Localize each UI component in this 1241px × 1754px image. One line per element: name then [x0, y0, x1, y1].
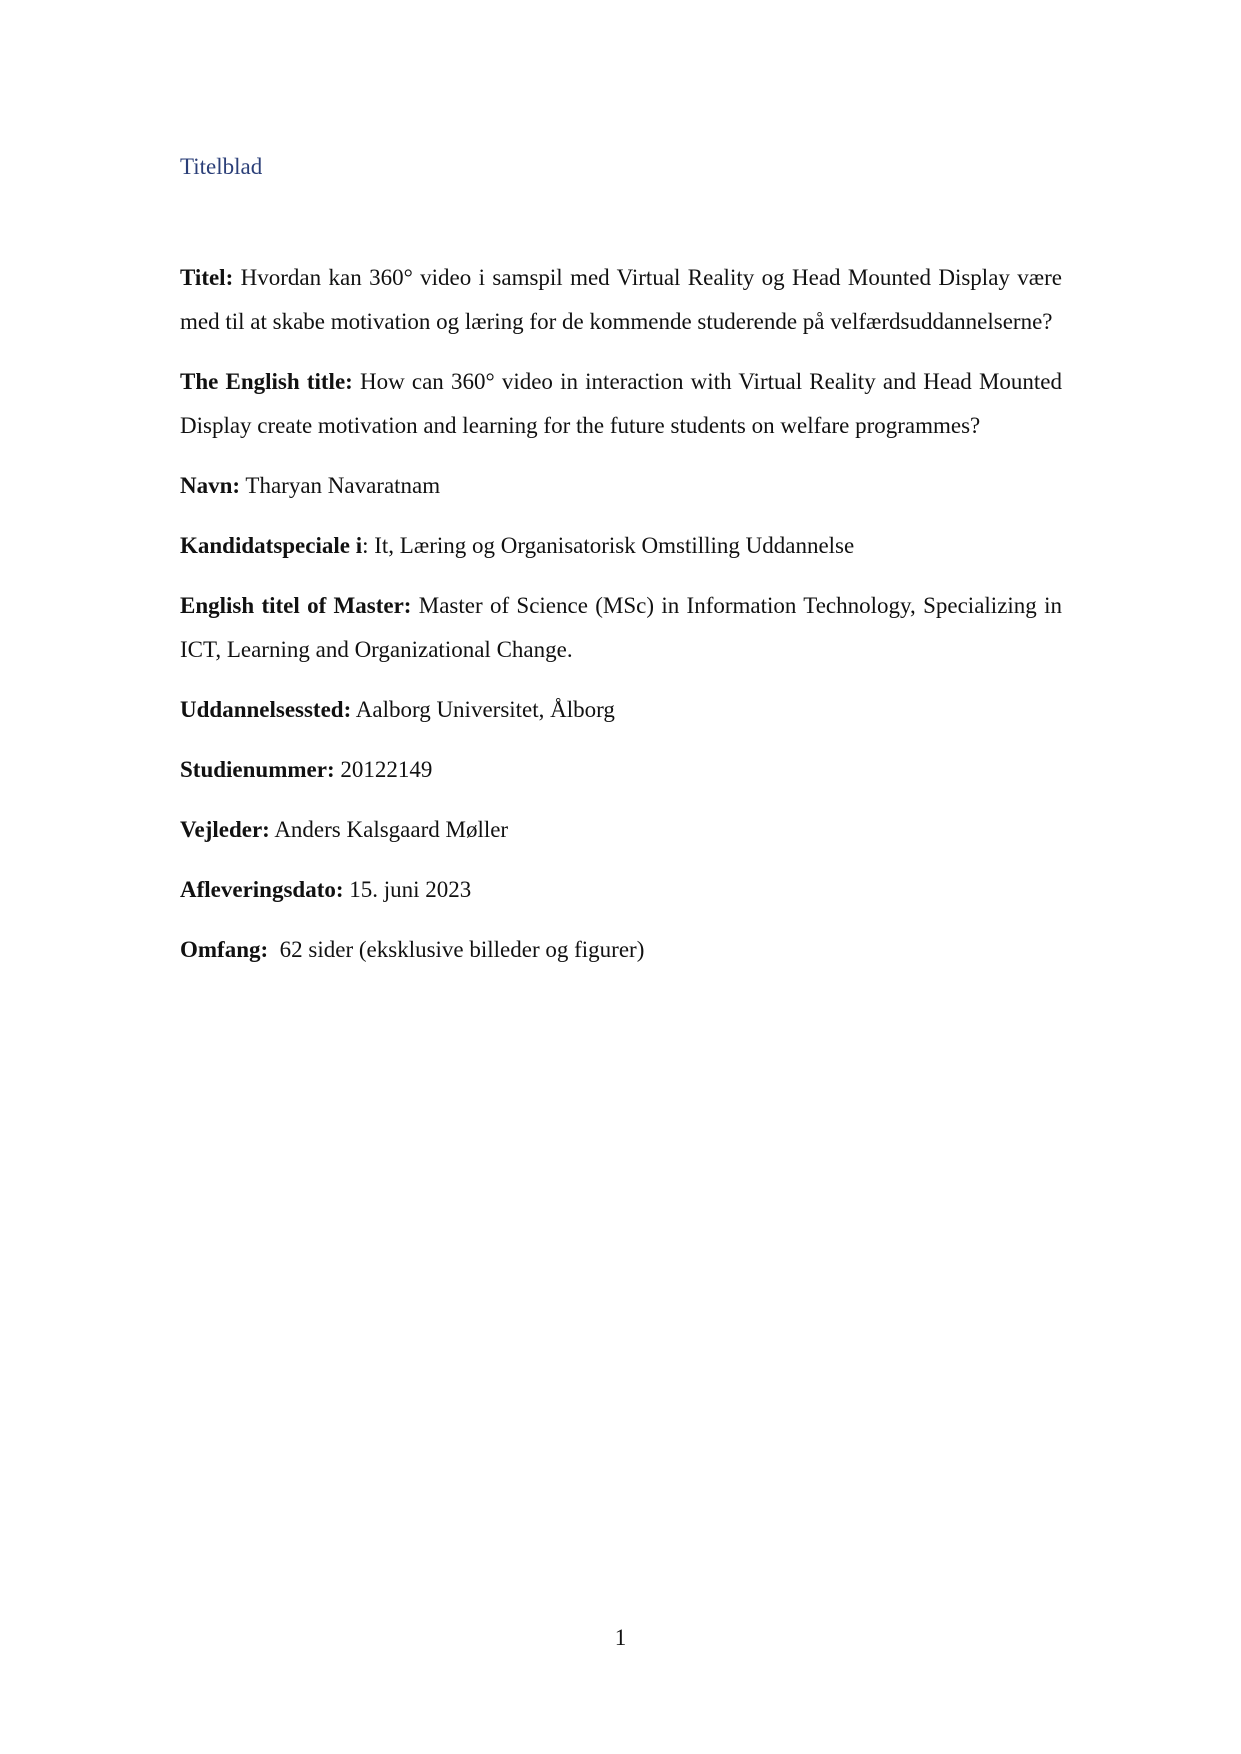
field-navn	[180, 464, 1062, 507]
field-value: 62 sider (eksklusive billeder og figurer)	[268, 937, 645, 962]
field-uddannelsessted	[180, 688, 1062, 731]
field-vejleder	[180, 808, 1062, 851]
field-english-titel-master	[180, 584, 1062, 671]
field-label: Kandidatspeciale i	[180, 533, 363, 558]
field-label: Omfang:	[180, 937, 269, 962]
field-value: How can 360° video in interaction with Virtual Reality and Head Mounted Display create motivation and learning for the future students on welfare programmes?	[180, 369, 1062, 438]
field-label: Vejleder:	[180, 817, 270, 842]
field-value: Anders Kalsgaard Møller	[269, 817, 509, 842]
field-value: 15. juni 2023	[343, 877, 472, 902]
field-kandidatspeciale	[180, 524, 1062, 567]
field-label: Uddannelsessted:	[180, 697, 352, 722]
field-titel	[180, 256, 1062, 343]
title-page-fields	[180, 256, 1062, 988]
field-value: Master of Science (MSc) in Information Technology, Specializing in ICT, Learning and Organizational Change.	[180, 593, 1062, 662]
field-value: 20122149	[334, 757, 433, 782]
field-label: English titel of Master:	[180, 593, 412, 618]
field-omfang	[180, 928, 1062, 971]
field-english-title	[180, 360, 1062, 447]
field-label: Studienummer:	[180, 757, 335, 782]
page-number: 1	[614, 1625, 627, 1650]
field-label: Navn:	[180, 473, 241, 498]
field-value: Tharyan Navaratnam	[240, 473, 441, 498]
field-value: Hvordan kan 360° video i samspil med Virtual Reality og Head Mounted Display være med til at skabe motivation og læring for de kommende studerende på velfærdsuddannelserne?	[180, 265, 1062, 334]
page-heading: Titelblad	[180, 154, 263, 179]
field-label: Titel:	[180, 265, 234, 290]
field-label: Afleveringsdato:	[180, 877, 344, 902]
field-studienummer	[180, 748, 1062, 791]
field-label: The English title:	[180, 369, 353, 394]
field-value: Aalborg Universitet, Ålborg	[351, 697, 615, 722]
field-afleveringsdato	[180, 868, 1062, 911]
field-value: : It, Læring og Organisatorisk Omstilling Uddannelse	[362, 533, 855, 558]
